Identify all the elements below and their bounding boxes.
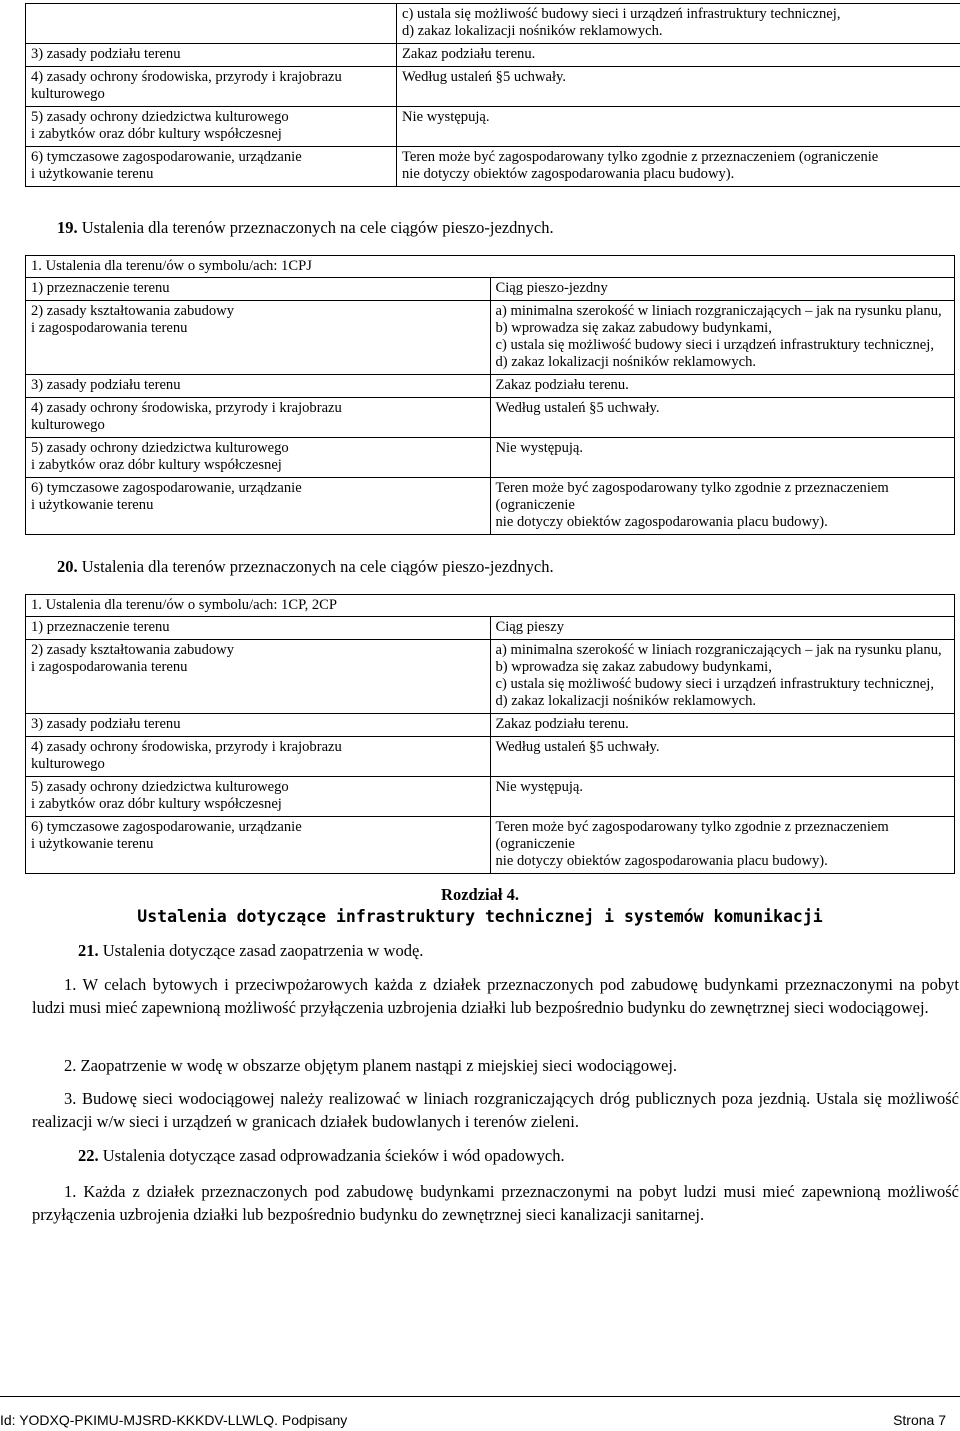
table-row bbox=[26, 714, 955, 737]
table-row bbox=[26, 375, 955, 398]
row-label-line: i zabytków oraz dóbr kultury współczesnej bbox=[31, 126, 282, 142]
table-row bbox=[26, 44, 960, 67]
row-label: 3) zasady podziału terenu bbox=[26, 375, 491, 398]
row-value: Według ustaleń §5 uchwały. bbox=[490, 398, 955, 438]
table-row bbox=[26, 438, 955, 478]
row-label-line: i zagospodarowania terenu bbox=[31, 659, 188, 675]
row-value-line: c) ustala się możliwość budowy sieci i urządzeń infrastruktury technicznej, bbox=[402, 6, 841, 22]
row-value: Nie występują. bbox=[490, 438, 955, 478]
row-label-line: 5) zasady ochrony dziedzictwa kulturowego bbox=[31, 440, 289, 456]
row-label-line: kulturowego bbox=[31, 417, 105, 433]
row-value-line: c) ustala się możliwość budowy sieci i urządzeń infrastruktury technicznej, bbox=[495, 676, 934, 692]
table-row bbox=[26, 278, 955, 301]
row-value-line: d) zakaz lokalizacji nośników reklamowych. bbox=[495, 693, 757, 709]
row-value-line: b) wprowadza się zakaz zabudowy budynkami, bbox=[495, 659, 772, 675]
row-value-line: d) zakaz lokalizacji nośników reklamowych. bbox=[402, 23, 663, 39]
row-label-line: i użytkowanie terenu bbox=[31, 836, 154, 852]
row-value: Według ustaleń §5 uchwały. bbox=[397, 67, 960, 107]
row-value: Ciąg pieszy bbox=[490, 617, 955, 640]
regulation-table-20 bbox=[25, 594, 955, 874]
row-value-line: nie dotyczy obiektów zagospodarowania placu budowy). bbox=[402, 166, 735, 182]
table-row bbox=[26, 67, 960, 107]
row-value: Zakaz podziału terenu. bbox=[490, 375, 955, 398]
row-label-line: 5) zasady ochrony dziedzictwa kulturowego bbox=[31, 779, 289, 795]
row-label: 3) zasady podziału terenu bbox=[26, 714, 491, 737]
paragraph-22-1: 1. Każda z działek przeznaczonych pod zabudowę budynkami przeznaczonymi na pobyt ludzi musi mieć zapewnioną możliwość przyłączenia uzbrojenia działki lub bezpośrednio budynku do zewnętrznej sieci kanalizacji sanitarnej. bbox=[32, 1182, 959, 1224]
row-value: Według ustaleń §5 uchwały. bbox=[490, 737, 955, 777]
row-value: Zakaz podziału terenu. bbox=[397, 44, 960, 67]
row-label-line: 6) tymczasowe zagospodarowanie, urządzanie bbox=[31, 149, 302, 165]
row-label: 3) zasady podziału terenu bbox=[26, 44, 397, 67]
row-value-line: c) ustala się możliwość budowy sieci i urządzeń infrastruktury technicznej, bbox=[495, 337, 934, 353]
table-head-row bbox=[26, 595, 955, 617]
page-footer bbox=[0, 1396, 960, 1428]
table-row bbox=[26, 398, 955, 438]
section-heading-20 bbox=[57, 557, 554, 577]
section-heading-19 bbox=[57, 218, 554, 238]
table-row bbox=[26, 737, 955, 777]
row-label-line: i zabytków oraz dóbr kultury współczesnej bbox=[31, 457, 282, 473]
table-head: 1. Ustalenia dla terenu/ów o symbolu/ach: 1CPJ bbox=[26, 256, 955, 278]
section-heading-22 bbox=[78, 1146, 565, 1166]
regulation-table-19 bbox=[25, 255, 955, 535]
row-value-line: nie dotyczy obiektów zagospodarowania placu budowy). bbox=[495, 514, 828, 530]
row-label-line: i zagospodarowania terenu bbox=[31, 320, 188, 336]
section-number: 19. bbox=[57, 218, 78, 237]
table-row bbox=[26, 617, 955, 640]
table-row bbox=[26, 478, 955, 535]
table-head-row bbox=[26, 256, 955, 278]
row-label-line: 4) zasady ochrony środowiska, przyrody i krajobrazu bbox=[31, 739, 342, 755]
section-number: 21. bbox=[78, 941, 99, 960]
row-label-line: 4) zasady ochrony środowiska, przyrody i krajobrazu bbox=[31, 69, 342, 85]
section-number: 20. bbox=[57, 557, 78, 576]
section-heading-21 bbox=[78, 941, 423, 961]
chapter-title: Rozdział 4. bbox=[441, 885, 519, 904]
table-row bbox=[26, 640, 955, 714]
regulation-table-top bbox=[25, 3, 960, 187]
paragraph-21-2: 2. Zaopatrzenie w wodę w obszarze objętym planem nastąpi z miejskiej sieci wodociągowej. bbox=[64, 1056, 678, 1075]
row-label-line: i zabytków oraz dóbr kultury współczesnej bbox=[31, 796, 282, 812]
row-label: 1) przeznaczenie terenu bbox=[26, 278, 491, 301]
row-value-line: Teren może być zagospodarowany tylko zgodnie z przeznaczeniem (ograniczenie bbox=[495, 480, 889, 513]
row-value-line: Teren może być zagospodarowany tylko zgodnie z przeznaczeniem (ograniczenie bbox=[402, 149, 879, 165]
row-label-line: 6) tymczasowe zagospodarowanie, urządzanie bbox=[31, 480, 302, 496]
row-label-line: i użytkowanie terenu bbox=[31, 166, 154, 182]
table-row bbox=[26, 4, 960, 44]
row-label: 1) przeznaczenie terenu bbox=[26, 617, 491, 640]
table-row bbox=[26, 817, 955, 874]
row-value: Zakaz podziału terenu. bbox=[490, 714, 955, 737]
row-label-line: kulturowego bbox=[31, 756, 105, 772]
chapter-subtitle: Ustalenia dotyczące infrastruktury technicznej i systemów komunikacji bbox=[137, 907, 823, 926]
section-title: Ustalenia dla terenów przeznaczonych na cele ciągów pieszo-jezdnych. bbox=[81, 557, 554, 576]
paragraph-21-1: 1. W celach bytowych i przeciwpożarowych każda z działek przeznaczonych pod zabudowę budynkami przeznaczonymi na pobyt ludzi musi mieć zapewnioną możliwość przyłączenia uzbrojenia działki lub bezpośrednio budynku do zewnętrznej sieci wodociągowej. bbox=[32, 975, 959, 1017]
row-label-line: 2) zasady kształtowania zabudowy bbox=[31, 303, 235, 319]
row-value: Ciąg pieszo-jezdny bbox=[490, 278, 955, 301]
row-value-line: a) minimalna szerokość w liniach rozgraniczających – jak na rysunku planu, bbox=[495, 642, 942, 658]
row-label-line: 2) zasady kształtowania zabudowy bbox=[31, 642, 235, 658]
row-label-line: kulturowego bbox=[31, 86, 105, 102]
row-value-line: Teren może być zagospodarowany tylko zgodnie z przeznaczeniem (ograniczenie bbox=[495, 819, 889, 852]
paragraph-21-3: 3. Budowę sieci wodociągowej należy realizować w liniach rozgraniczających dróg publicznych poza jezdnią. Ustala się możliwość realizacji w/w sieci i urządzeń w granicach działek budowlanych i terenów zieleni. bbox=[32, 1089, 959, 1131]
row-value-line: a) minimalna szerokość w liniach rozgraniczających – jak na rysunku planu, bbox=[495, 303, 942, 319]
row-label-line: 6) tymczasowe zagospodarowanie, urządzanie bbox=[31, 819, 302, 835]
row-value-line: d) zakaz lokalizacji nośników reklamowych. bbox=[495, 354, 757, 370]
table-row bbox=[26, 147, 960, 187]
table-row bbox=[26, 777, 955, 817]
row-value-line: b) wprowadza się zakaz zabudowy budynkami, bbox=[495, 320, 772, 336]
row-value: Nie występują. bbox=[397, 107, 960, 147]
section-title: Ustalenia dotyczące zasad odprowadzania ścieków i wód opadowych. bbox=[102, 1146, 565, 1165]
section-number: 22. bbox=[78, 1146, 99, 1165]
table-row bbox=[26, 301, 955, 375]
row-label-line: i użytkowanie terenu bbox=[31, 497, 154, 513]
section-title: Ustalenia dla terenów przeznaczonych na cele ciągów pieszo-jezdnych. bbox=[81, 218, 554, 237]
table-row bbox=[26, 107, 960, 147]
section-title: Ustalenia dotyczące zasad zaopatrzenia w wodę. bbox=[102, 941, 424, 960]
table-head: 1. Ustalenia dla terenu/ów o symbolu/ach: 1CP, 2CP bbox=[26, 595, 955, 617]
row-value: Nie występują. bbox=[490, 777, 955, 817]
row-value-line: nie dotyczy obiektów zagospodarowania placu budowy). bbox=[495, 853, 828, 869]
document-id: Id: YODXQ-PKIMU-MJSRD-KKKDV-LLWLQ. Podpisany bbox=[0, 1412, 348, 1428]
row-label-line: 4) zasady ochrony środowiska, przyrody i krajobrazu bbox=[31, 400, 342, 416]
page-number: Strona 7 bbox=[893, 1412, 946, 1428]
row-label-line: 5) zasady ochrony dziedzictwa kulturowego bbox=[31, 109, 289, 125]
